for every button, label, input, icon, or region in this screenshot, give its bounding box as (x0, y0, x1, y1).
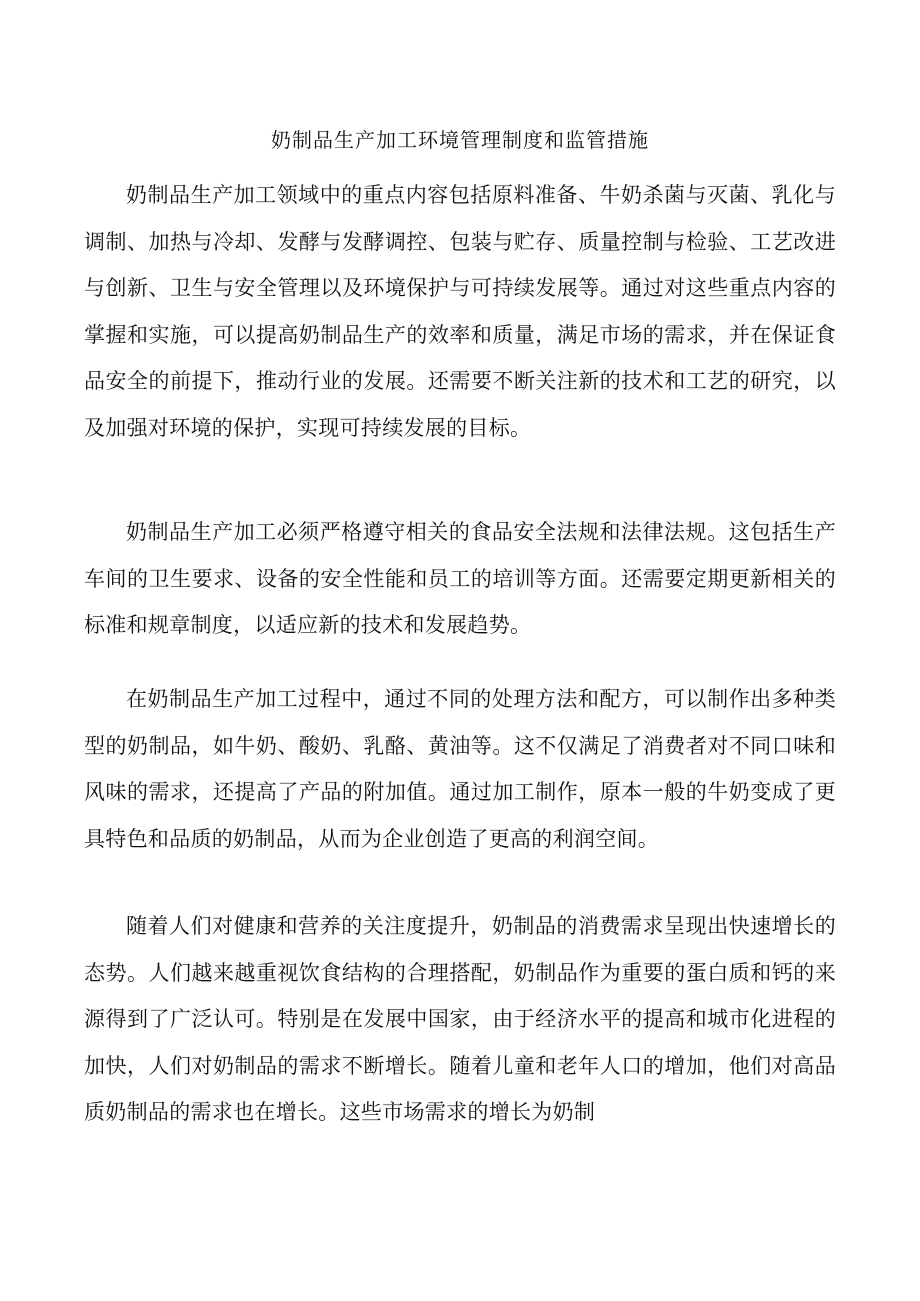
paragraph-2: 奶制品生产加工必须严格遵守相关的食品安全法规和法律法规。这包括生产车间的卫生要求、设备的安全性能和员工的培训等方面。还需要定期更新相关的标准和规章制度，以适应新的技术和发展趋势。 (84, 520, 836, 637)
paragraph-1: 奶制品生产加工领域中的重点内容包括原料准备、牛奶杀菌与灭菌、乳化与调制、加热与冷却、发酵与发酵调控、包装与贮存、质量控制与检验、工艺改进与创新、卫生与安全管理以及环境保护与可持续发展等。通过对这些重点内容的掌握和实施，可以提高奶制品生产的效率和质量，满足市场的需求，并在保证食品安全的前提下，推动行业的发展。还需要不断关注新的技术和工艺的研究，以及加强对环境的保护，实现可持续发展的目标。 (84, 183, 836, 440)
paragraph-3: 在奶制品生产加工过程中，通过不同的处理方法和配方，可以制作出多种类型的奶制品，如牛奶、酸奶、乳酪、黄油等。这不仅满足了消费者对不同口味和风味的需求，还提高了产品的附加值。通过加工制作，原本一般的牛奶变成了更具特色和品质的奶制品，从而为企业创造了更高的利润空间。 (84, 687, 836, 851)
document-title: 奶制品生产加工环境管理制度和监管措施 (271, 128, 649, 152)
paragraph-4: 随着人们对健康和营养的关注度提升，奶制品的消费需求呈现出快速增长的态势。人们越来越重视饮食结构的合理搭配，奶制品作为重要的蛋白质和钙的来源得到了广泛认可。特别是在发展中国家，由于经济水平的提高和城市化进程的加快，人们对奶制品的需求不断增长。随着儿童和老年人口的增加，他们对高品质奶制品的需求也在增长。这些市场需求的增长为奶制 (84, 914, 836, 1124)
